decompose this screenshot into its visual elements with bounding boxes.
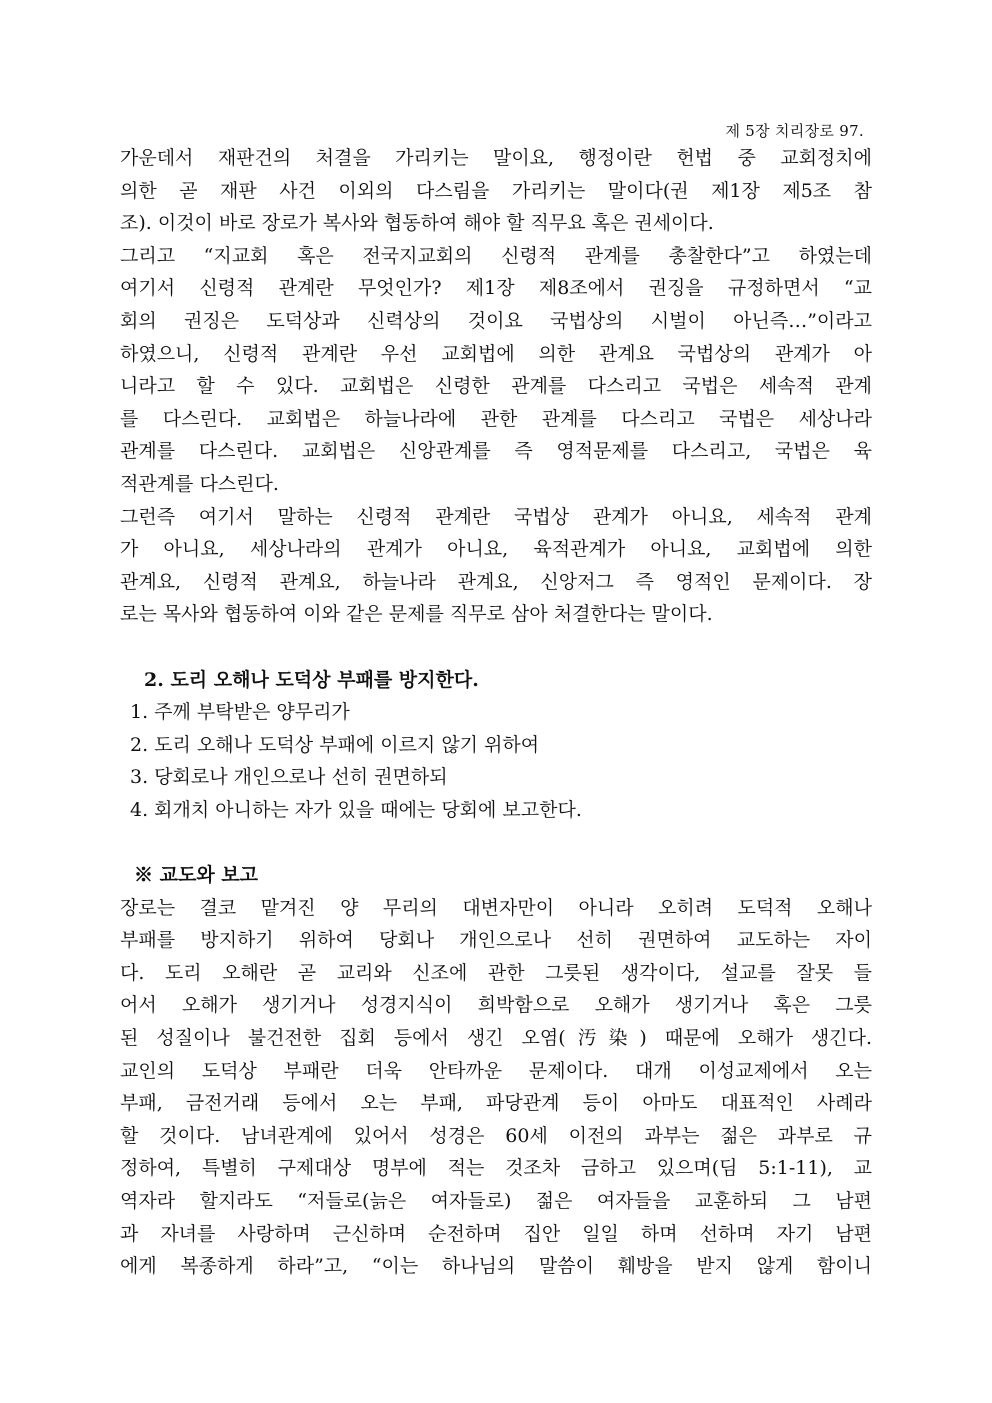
text-line: 관계요, 신령적 관계요, 하늘나라 관계요, 신앙저그 즉 영적인 문제이다. 장 bbox=[120, 570, 872, 593]
text-line: 그런즉 여기서 말하는 신령적 관계란 국법상 관계가 아니요, 세속적 관계 bbox=[120, 505, 872, 528]
text-line: 회의 권징은 도덕상과 신력상의 것이요 국법상의 시벌이 아닌즉…”이라고 bbox=[120, 309, 872, 332]
text-line: 적관계를 다스린다. bbox=[120, 472, 279, 495]
text-line: 다. 도리 오해란 곧 교리와 신조에 관한 그릇된 생각이다, 설교를 잘못 들 bbox=[120, 961, 872, 984]
text-line: 여기서 신령적 관계란 무엇인가? 제1장 제8조에서 권징을 규정하면서 “교 bbox=[120, 277, 872, 300]
text-line: 과 자녀를 사랑하며 근신하며 순전하며 집안 일일 하며 선하며 자기 남편 bbox=[120, 1222, 872, 1245]
text-line: 조). 이것이 바로 장로가 복사와 협동하여 해야 할 직무요 혹은 권세이다. bbox=[120, 212, 714, 235]
list-item: 3. 당회로나 개인으로나 선히 권면하되 bbox=[130, 766, 448, 789]
text-line: 부패를 방지하기 위하여 당회나 개인으로나 선히 권면하여 교도하는 자이 bbox=[120, 929, 872, 952]
text-line: 니라고 할 수 있다. 교회법은 신령한 관계를 다스리고 국법은 세속적 관계 bbox=[120, 375, 872, 398]
text-line: 그리고 “지교회 혹은 전국지교회의 신령적 관계를 총찰한다”고 하였는데 bbox=[120, 244, 872, 267]
text-line: 부패, 금전거래 등에서 오는 부패, 파당관계 등이 아마도 대표적인 사례라 bbox=[120, 1092, 872, 1115]
list-item: 2. 도리 오해나 도덕상 부패에 이르지 않기 위하여 bbox=[130, 733, 540, 756]
text-line: 관계를 다스린다. 교회법은 신앙관계를 즉 영적문제를 다스리고, 국법은 육 bbox=[120, 440, 872, 463]
text-line: 정하여, 특별히 구제대상 명부에 적는 것조차 금하고 있으며(딤 5:1-11), 교 bbox=[120, 1157, 872, 1180]
text-line: 어서 오해가 생기거나 성경지식이 희박함으로 오해가 생기거나 혹은 그릇 bbox=[120, 994, 872, 1017]
body-text bbox=[120, 142, 872, 1283]
text-line: 로는 목사와 협동하여 이와 같은 문제를 직무로 삼아 처결한다는 말이다. bbox=[120, 603, 713, 626]
list-item: 4. 회개치 아니하는 자가 있을 때에는 당회에 보고한다. bbox=[130, 798, 582, 821]
text-line: 된 성질이나 불건전한 집회 등에서 생긴 오염(汚染) 때문에 오해가 생긴다. bbox=[120, 1027, 872, 1050]
text-line: 역자라 할지라도 “저들로(늙은 여자들로) 젊은 여자들을 교훈하되 그 남편 bbox=[120, 1190, 872, 1212]
text-line: 에게 복종하게 하라”고, “이는 하나님의 말씀이 훼방을 받지 않게 함이니 bbox=[120, 1255, 872, 1278]
list-item: 1. 주께 부탁받은 양무리가 bbox=[130, 701, 350, 724]
text-line: 교인의 도덕상 부패란 더욱 안타까운 문제이다. 대개 이성교제에서 오는 bbox=[120, 1059, 872, 1082]
text-line: 의한 곧 재판 사건 이외의 다스림을 가리키는 말이다(권 제1장 제5조 참 bbox=[120, 179, 872, 202]
spacer bbox=[120, 631, 872, 664]
text-line: 하였으니, 신령적 관계란 우선 교회법에 의한 관계요 국법상의 관계가 아 bbox=[120, 342, 872, 365]
section-heading: 2. 도리 오해나 도덕상 부패를 방지한다. bbox=[144, 668, 479, 691]
text-line: 할 것이다. 남녀관계에 있어서 성경은 60세 이전의 과부는 젊은 과부로 규 bbox=[120, 1124, 872, 1147]
text-line: 가운데서 재판건의 처결을 가리키는 말이요, 행정이란 헌법 중 교회정치에 bbox=[120, 147, 872, 169]
running-head: 제 5장 치리장로 97. bbox=[725, 122, 864, 140]
text-line: 가 아니요, 세상나라의 관계가 아니요, 육적관계가 아니요, 교회법에 의한 bbox=[120, 538, 872, 561]
text-line: 장로는 결코 맡겨진 양 무리의 대변자만이 아니라 오히려 도덕적 오해나 bbox=[120, 896, 872, 919]
note-heading: ※ 교도와 보고 bbox=[134, 864, 258, 887]
text-line: 를 다스린다. 교회법은 하늘나라에 관한 관계를 다스리고 국법은 세상나라 bbox=[120, 407, 872, 430]
spacer bbox=[120, 826, 872, 859]
